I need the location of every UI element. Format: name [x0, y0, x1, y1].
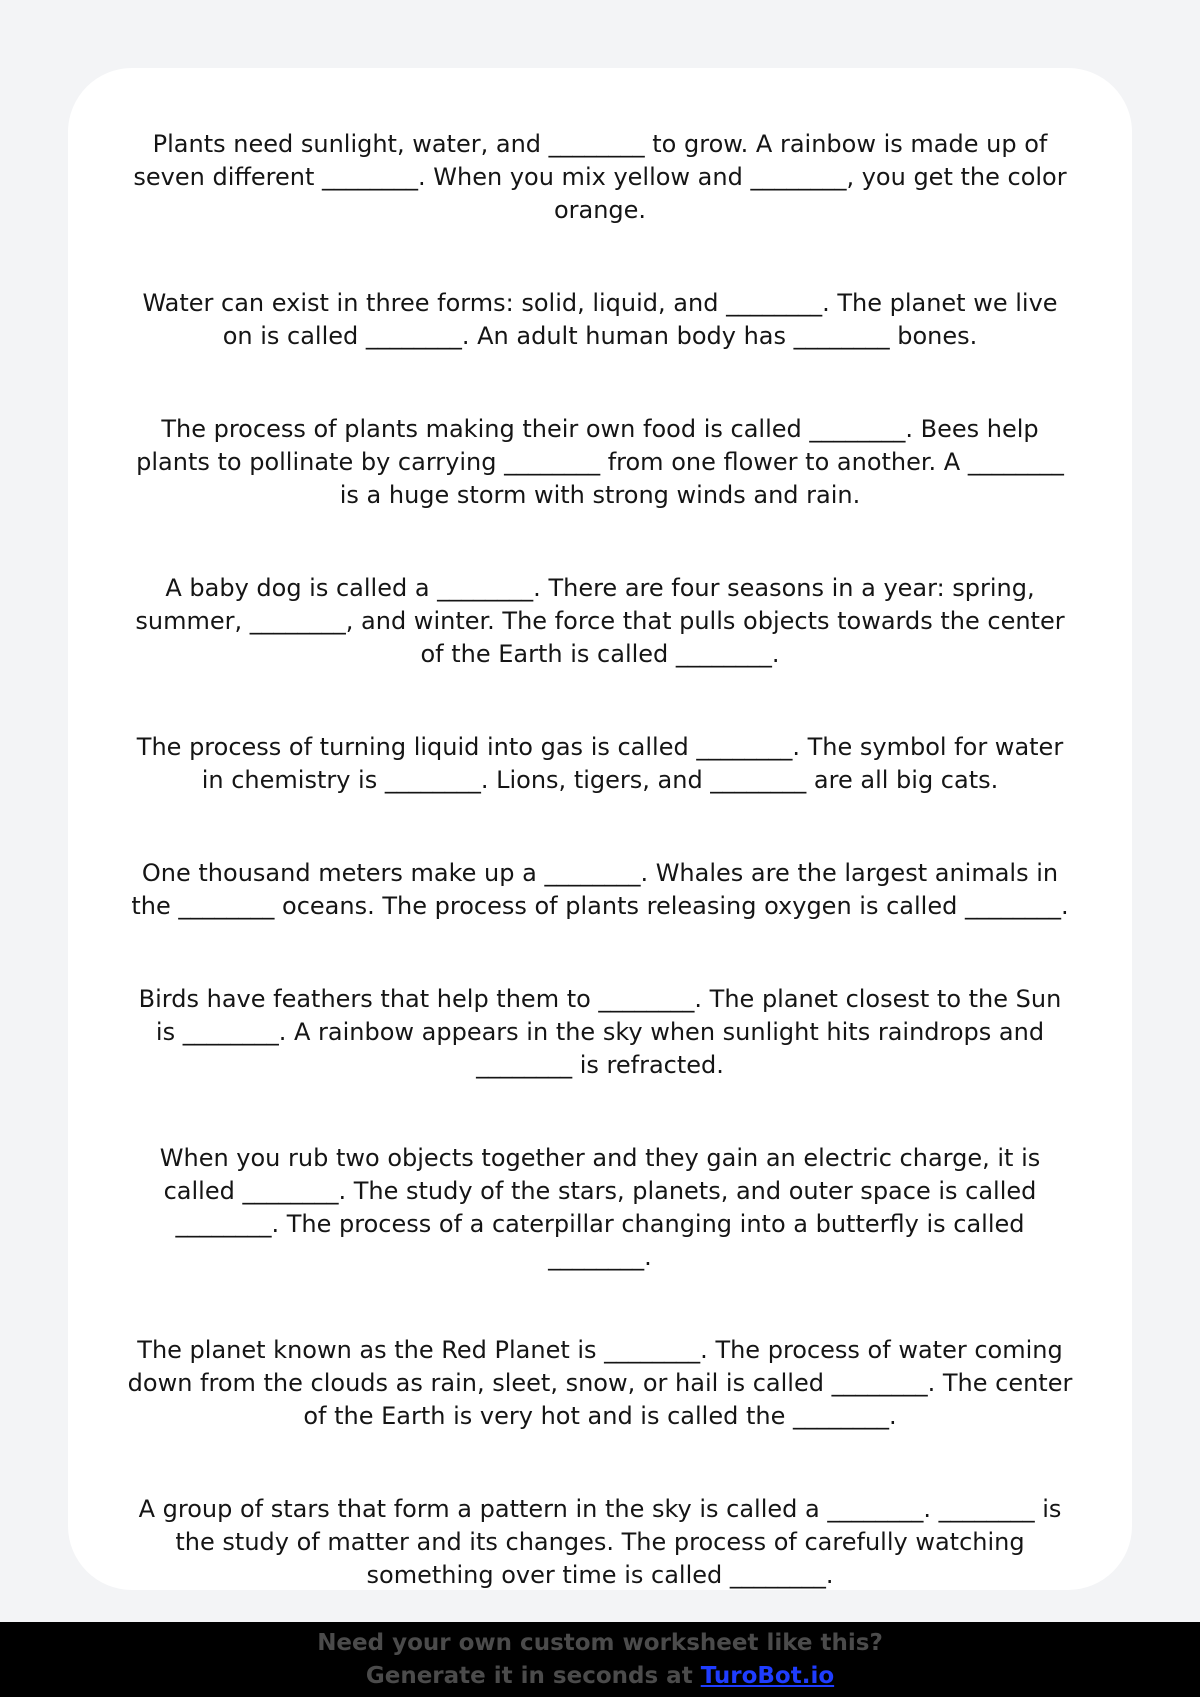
footer-line-2-prefix: Generate it in seconds at: [365, 1663, 701, 1689]
worksheet-paragraph-7: Birds have feathers that help them to ________. The planet closest to the Sun is ________. A rainbow appears in the sky when sunlight hits raindrops and ________ is refracted.: [138, 985, 1062, 1079]
worksheet-paragraph-8: When you rub two objects together and they gain an electric charge, it is called ________. The study of the stars, planets, and outer space is called ________. The process of a caterpillar changing into a butterfly is called ________.: [159, 1144, 1041, 1271]
worksheet-paragraph-1: Plants need sunlight, water, and ________ to grow. A rainbow is made up of seven different ________. When you mix yellow and ________, you get the color orange.: [133, 130, 1067, 224]
worksheet-paragraph-2: Water can exist in three forms: solid, liquid, and ________. The planet we live on is called ________. An adult human body has ________ bones.: [142, 289, 1058, 350]
promo-footer: [0, 1622, 1200, 1697]
worksheet-paragraph-10: A group of stars that form a pattern in the sky is called a ________. ________ is the study of matter and its changes. The process of carefully watching something over time is called ________.: [138, 1495, 1062, 1589]
worksheet-paragraph-3: The process of plants making their own food is called ________. Bees help plants to pollinate by carrying ________ from one flower to another. A ________ is a huge storm with strong winds and rain.: [136, 415, 1064, 509]
footer-line-2: [0, 1660, 1200, 1693]
worksheet-paragraph-6: One thousand meters make up a ________. Whales are the largest animals in the ________ oceans. The process of plants releasing oxygen is called ________.: [131, 859, 1069, 920]
worksheet-paragraph-5: The process of turning liquid into gas is called ________. The symbol for water in chemistry is ________. Lions, tigers, and ________ are all big cats.: [136, 733, 1064, 794]
worksheet-paragraph-4: A baby dog is called a ________. There are four seasons in a year: spring, summer, ________, and winter. The force that pulls objects towards the center of the Earth is called ________.: [135, 574, 1065, 668]
worksheet-card: [68, 68, 1132, 1590]
turobot-link[interactable]: TuroBot.io: [700, 1663, 835, 1689]
worksheet-paragraph-9: The planet known as the Red Planet is ________. The process of water coming down from the clouds as rain, sleet, snow, or hail is called ________. The center of the Earth is very hot and is called the ________.: [127, 1336, 1073, 1430]
footer-line-1: Need your own custom worksheet like this?: [317, 1630, 883, 1656]
